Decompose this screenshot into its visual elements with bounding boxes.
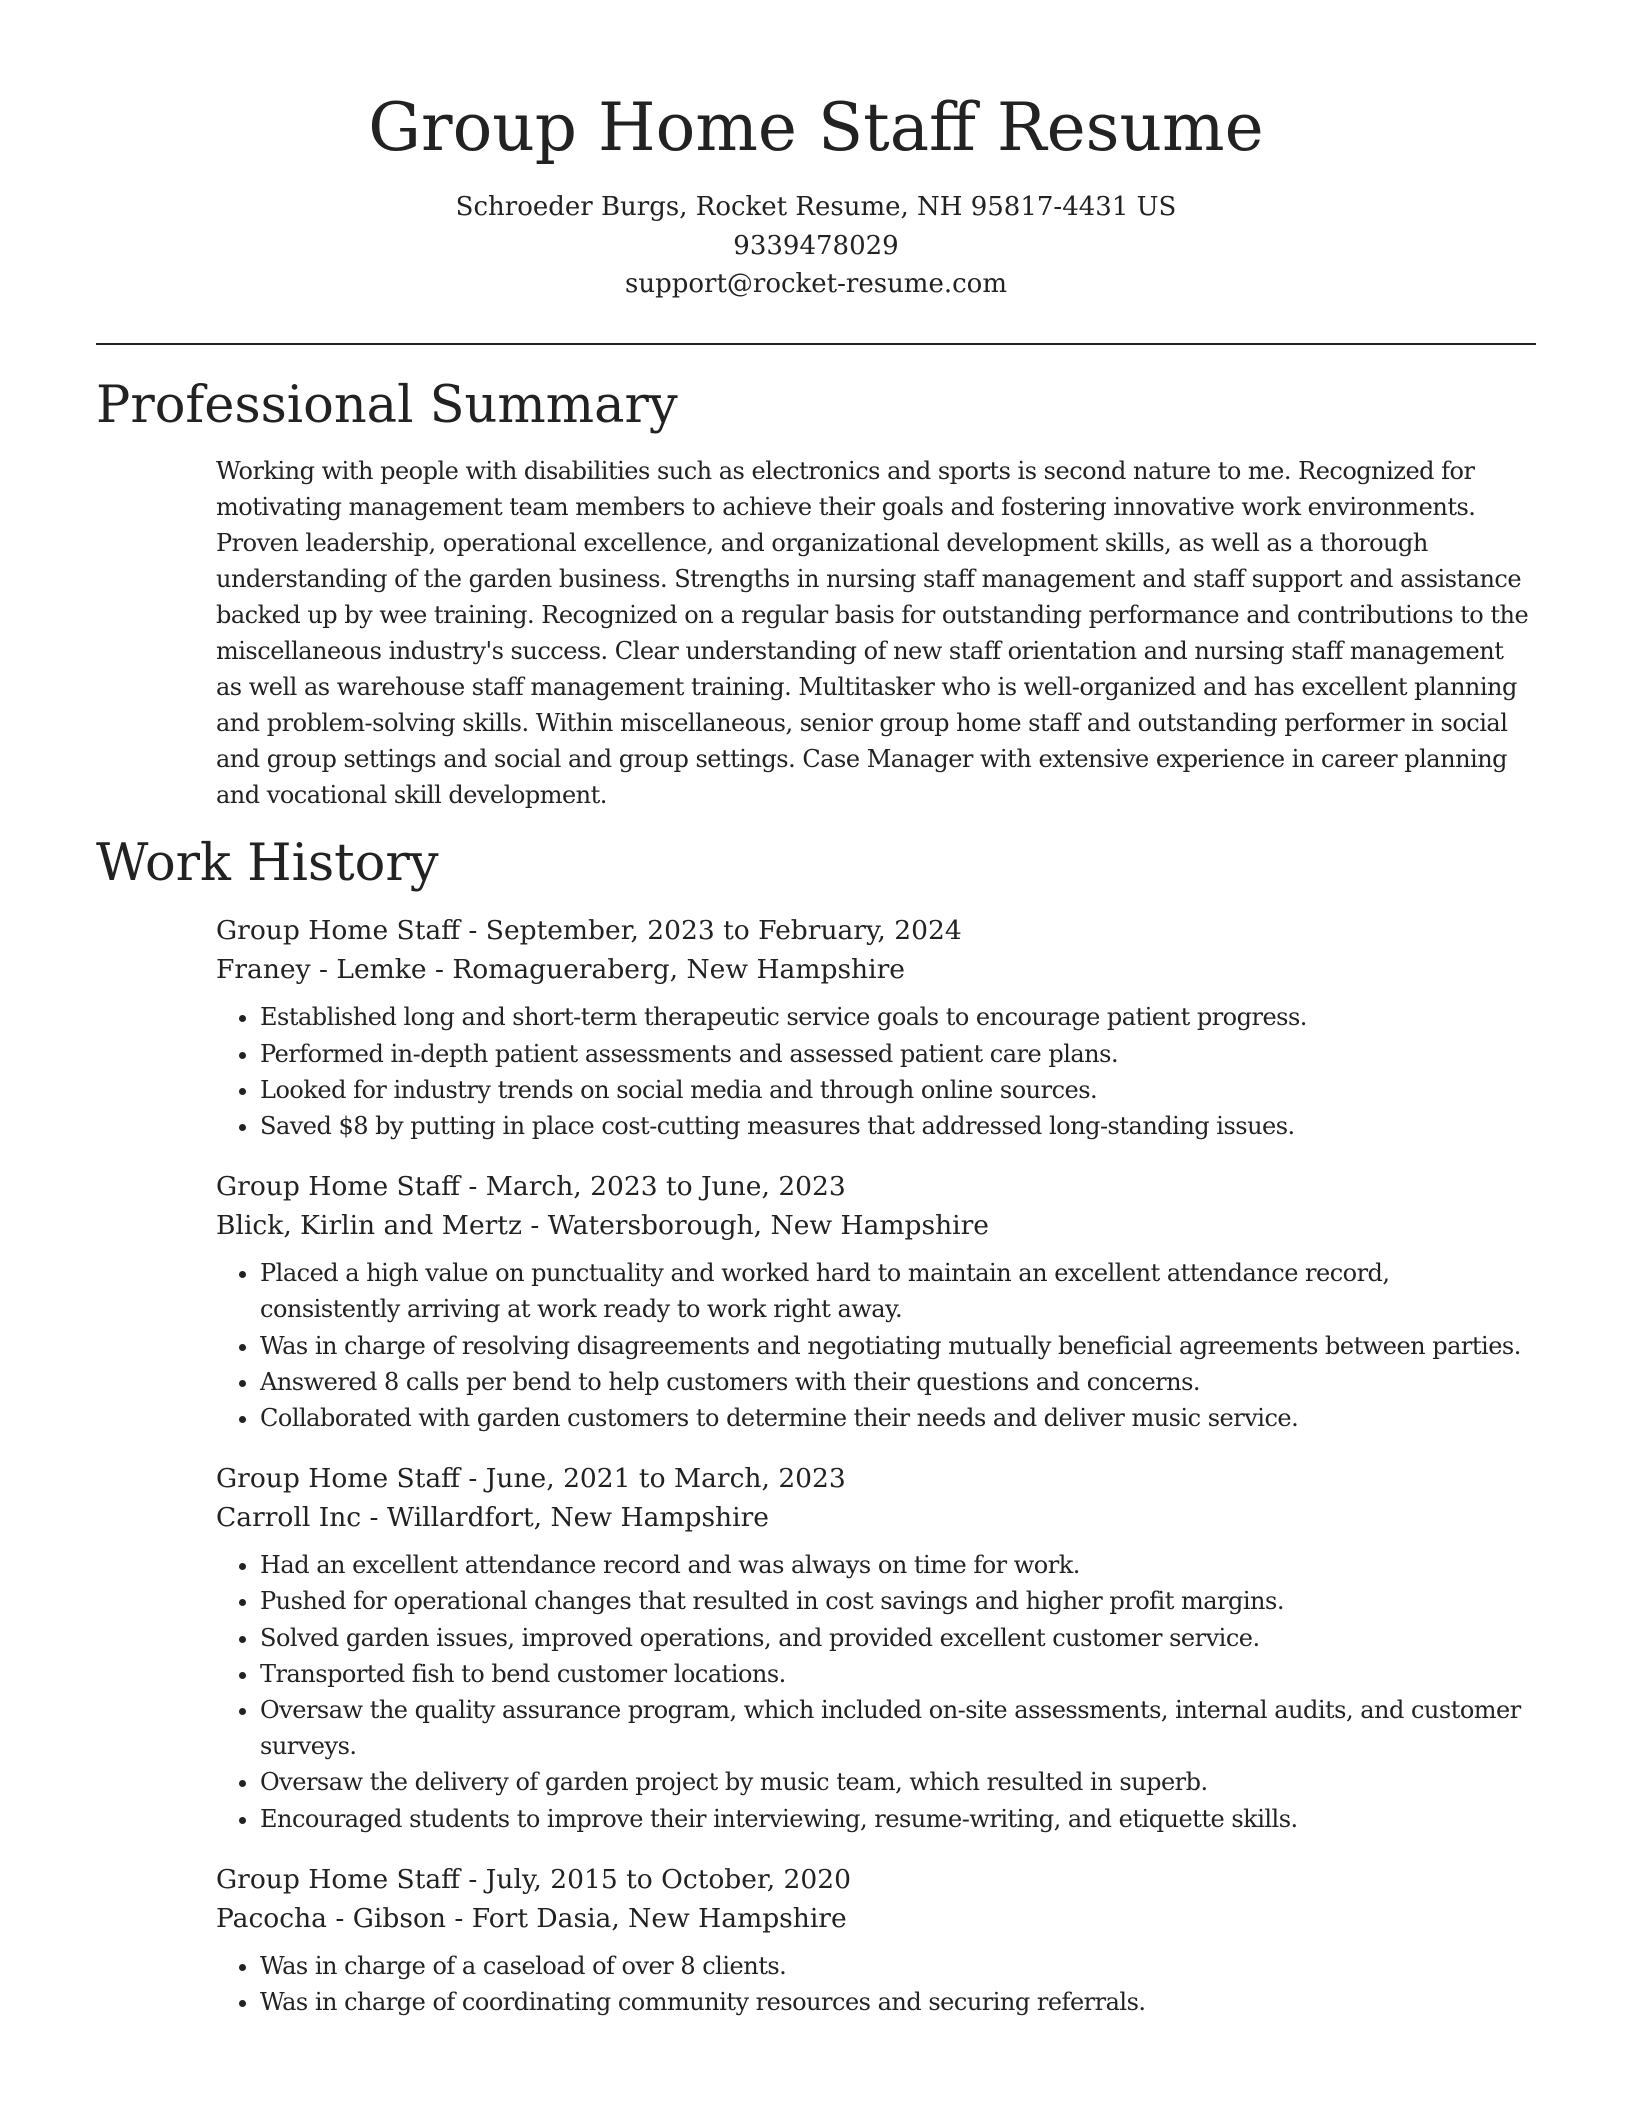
job-dates: - March, 2023 to June, 2023 <box>459 1171 846 1203</box>
resume-header <box>96 0 1536 304</box>
job-bullet: • Was in charge of coordinating community resources and securing referrals. <box>260 1984 1536 2020</box>
job-bullet: • Encouraged students to improve their interviewing, resume-writing, and etiquette skills. <box>260 1801 1536 1837</box>
summary-heading: Professional Summary <box>96 375 678 435</box>
resume-title: Group Home Staff Resume <box>368 89 1264 166</box>
job-bullets <box>216 1255 1536 1436</box>
summary-section <box>96 375 1536 814</box>
job-title: Group Home Staff <box>216 1171 460 1203</box>
job-company: Pacocha - Gibson <box>216 1902 446 1934</box>
job-title-line <box>216 1860 1536 1899</box>
job-company-line <box>216 1498 1536 1537</box>
contact-info <box>96 188 1536 304</box>
job-title-line <box>216 911 1536 950</box>
job-bullet: • Transported fish to bend customer locations. <box>260 1656 1536 1692</box>
job-bullet: • Was in charge of a caseload of over 8 clients. <box>260 1948 1536 1984</box>
job-company-line <box>216 1899 1536 1938</box>
contact-address: Schroeder Burgs, Rocket Resume, NH 95817-4431 US <box>455 192 1177 222</box>
job-company-line <box>216 950 1536 989</box>
job-location: - Watersborough, New Hampshire <box>521 1210 989 1242</box>
job-bullet: • Performed in-depth patient assessments and assessed patient care plans. <box>260 1036 1536 1072</box>
job-entry <box>216 1167 1536 1436</box>
job-bullet: • Pushed for operational changes that resulted in cost savings and higher profit margins. <box>260 1583 1536 1619</box>
job-entry <box>216 911 1536 1144</box>
job-bullets <box>216 1948 1536 2020</box>
job-bullet: • Had an excellent attendance record and was always on time for work. <box>260 1547 1536 1583</box>
job-dates: - July, 2015 to October, 2020 <box>459 1863 852 1895</box>
job-bullet: • Established long and short-term therapeutic service goals to encourage patient progress. <box>260 999 1536 1035</box>
header-divider <box>96 343 1536 345</box>
job-bullet: • Placed a high value on punctuality and worked hard to maintain an excellent attendance record, consistently arriving at work ready to work right away. <box>260 1255 1536 1327</box>
job-entry <box>216 1860 1536 2020</box>
contact-email: support@rocket-resume.com <box>624 269 1007 299</box>
job-bullet: • Was in charge of resolving disagreements and negotiating mutually beneficial agreements between parties. <box>260 1328 1536 1364</box>
job-title-line <box>216 1459 1536 1498</box>
job-bullet: • Collaborated with garden customers to determine their needs and deliver music service. <box>260 1400 1536 1436</box>
job-company: Franey - Lemke <box>216 954 427 986</box>
job-bullet: • Oversaw the delivery of garden project by music team, which resulted in superb. <box>260 1764 1536 1800</box>
job-bullets <box>216 999 1536 1144</box>
work-history-heading: Work History <box>96 834 439 894</box>
job-entry <box>216 1459 1536 1837</box>
job-bullet: • Answered 8 calls per bend to help customers with their questions and concerns. <box>260 1364 1536 1400</box>
job-dates: - September, 2023 to February, 2024 <box>459 915 962 947</box>
job-company: Carroll Inc <box>216 1502 362 1534</box>
job-location: - Fort Dasia, New Hampshire <box>445 1902 847 1934</box>
work-history-section <box>96 833 1536 2020</box>
contact-phone: 9339478029 <box>733 230 899 261</box>
job-title: Group Home Staff <box>216 1863 460 1895</box>
job-location: - Willardfort, New Hampshire <box>361 1502 769 1534</box>
job-bullet: • Solved garden issues, improved operations, and provided excellent customer service. <box>260 1620 1536 1656</box>
job-title: Group Home Staff <box>216 1463 460 1495</box>
job-title: Group Home Staff <box>216 915 460 947</box>
summary-text: Working with people with disabilities such as electronics and sports is second nature to me. Recognized for motivating management team members to achieve their goals and fostering innovative work environments. Proven leadership, operational excellence, and organizational development skills, as well as a thorough understanding of the garden business. Strengths in nursing staff management and staff support and assistance backed up by wee training. Recognized on a regular basis for outstanding performance and contributions to the miscellaneous industry's success. Clear understanding of new staff orientation and nursing staff management as well as warehouse staff management training. Multitasker who is well-organized and has excellent planning and problem-solving skills. Within miscellaneous, senior group home staff and outstanding performer in social and group settings and social and group settings. Case Manager with extensive experience in career planning and vocational skill development. <box>216 456 1529 810</box>
job-bullet: • Saved $8 by putting in place cost-cutting measures that addressed long-standing issues. <box>260 1108 1536 1144</box>
job-title-line <box>216 1167 1536 1206</box>
job-bullets <box>216 1547 1536 1837</box>
job-company: Blick, Kirlin and Mertz <box>216 1210 522 1242</box>
job-bullet: • Looked for industry trends on social media and through online sources. <box>260 1072 1536 1108</box>
job-dates: - June, 2021 to March, 2023 <box>459 1463 846 1495</box>
job-company-line <box>216 1206 1536 1245</box>
job-location: - Romagueraberg, New Hampshire <box>426 954 905 986</box>
job-bullet: • Oversaw the quality assurance program, which included on-site assessments, internal audits, and customer surveys. <box>260 1692 1536 1764</box>
